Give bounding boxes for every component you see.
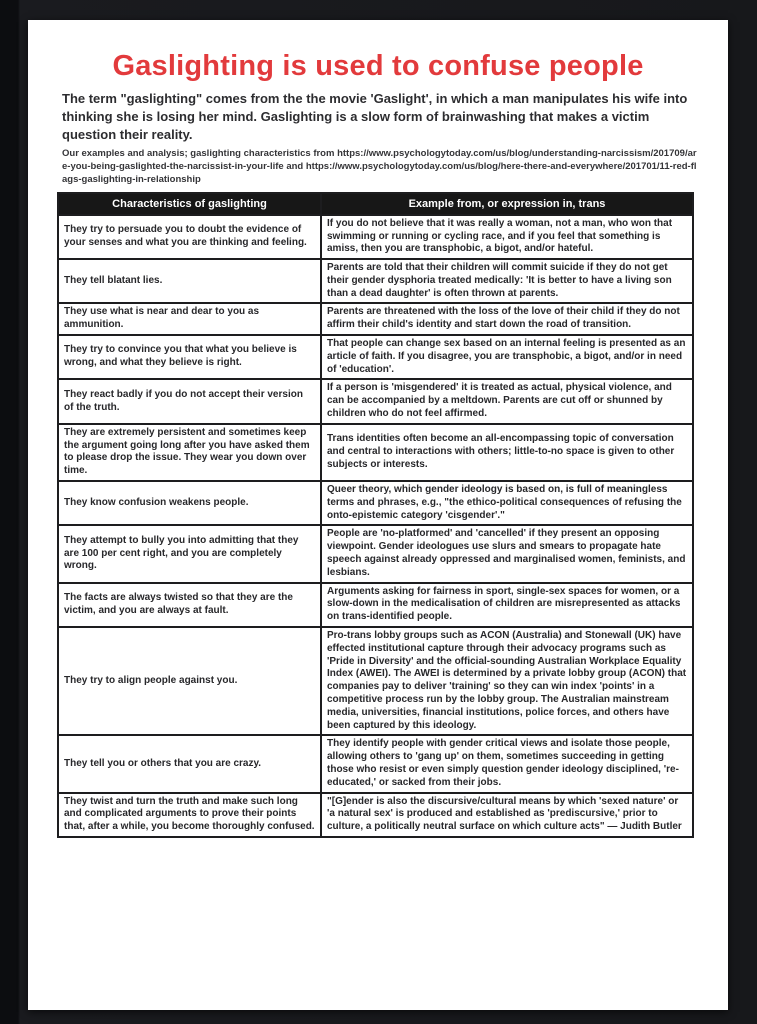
example-cell: That people can change sex based on an internal feeling is presented as an article of faith. If you disagree, you are transphobic, a bigot, and/or in need of 'education'. bbox=[321, 335, 693, 379]
intro-paragraph: The term "gaslighting" comes from the the movie 'Gaslight', in which a man manipulates his wife into thinking she is losing her mind. Gaslighting is a slow form of brainwashing that makes a victim question their reality. bbox=[62, 91, 688, 142]
column-header-characteristics: Characteristics of gaslighting bbox=[58, 193, 321, 215]
characteristic-cell: They attempt to bully you into admitting that they are 100 per cent right, and you are completely wrong. bbox=[58, 525, 321, 582]
table-body bbox=[58, 215, 693, 837]
example-cell: Queer theory, which gender ideology is based on, is full of meaningless terms and phrases, e.g., "the ethico-political consequences of refusing the onto-epistemic category 'cisgender'." bbox=[321, 481, 693, 525]
page-title: Gaslighting is used to confuse people bbox=[112, 50, 644, 82]
table-header-row bbox=[58, 193, 693, 215]
characteristic-cell: They tell you or others that you are crazy. bbox=[58, 735, 321, 792]
example-cell: If a person is 'misgendered' it is treated as actual, physical violence, and can be accompanied by a meltdown. Parents are cut off or shunned by children who do not feel affirmed. bbox=[321, 379, 693, 423]
example-cell: Parents are threatened with the loss of the love of their child if they do not affirm their child's identity and start down the road of transition. bbox=[321, 303, 693, 335]
characteristic-cell: They use what is near and dear to you as ammunition. bbox=[58, 303, 321, 335]
example-cell: "[G]ender is also the discursive/cultural means by which 'sexed nature' or 'a natural sex' is produced and established as 'prediscursive,' prior to culture, a politically neutral surface on which culture acts" — Judith Butler bbox=[321, 793, 693, 837]
table-row bbox=[58, 583, 693, 627]
column-header-example: Example from, or expression in, trans bbox=[321, 193, 693, 215]
example-cell: They identify people with gender critical views and isolate those people, allowing others to 'gang up' on them, sometimes succeeding in getting those who resist or even simply question gender ideology disciplined, 're-educated,' or sacked from their jobs. bbox=[321, 735, 693, 792]
characteristic-cell: They tell blatant lies. bbox=[58, 259, 321, 303]
example-cell: Parents are told that their children will commit suicide if they do not get their gender dysphoria treated medically: 'It is better to have a living son than a dead daughter' is often thrown at parents. bbox=[321, 259, 693, 303]
table-row bbox=[58, 525, 693, 582]
table-row bbox=[58, 379, 693, 423]
table-row bbox=[58, 215, 693, 259]
characteristic-cell: They are extremely persistent and sometimes keep the argument going long after you have asked them to please drop the issue. They wear you down over time. bbox=[58, 424, 321, 481]
table-row bbox=[58, 627, 693, 735]
characteristic-cell: They react badly if you do not accept their version of the truth. bbox=[58, 379, 321, 423]
table-row bbox=[58, 424, 693, 481]
example-cell: People are 'no-platformed' and 'cancelled' if they present an opposing viewpoint. Gender ideologues use slurs and smears to propagate hate speech against already oppressed and marginalised women, feminists, and lesbians. bbox=[321, 525, 693, 582]
gaslighting-table bbox=[57, 192, 694, 838]
characteristic-cell: They try to convince you that what you believe is wrong, and what they believe is right. bbox=[58, 335, 321, 379]
example-cell: Pro-trans lobby groups such as ACON (Australia) and Stonewall (UK) have effected institutional capture through their advocacy programs such as 'Pride in Diversity' and the official-sounding Australian Workplace Equality Index (AWEI). The AWEI is determined by a private lobby group (ACON) that companies pay to deliver 'training' so they can win index 'points' in a competitive process run by the lobby group. The Australian mainstream media, universities, financial institutions, police forces, and others have been captured by this ideology. bbox=[321, 627, 693, 735]
table-row bbox=[58, 481, 693, 525]
example-cell: Trans identities often become an all-encompassing topic of conversation and central to interactions with others; little-to-no space is given to other subjects or interests. bbox=[321, 424, 693, 481]
table-row bbox=[58, 335, 693, 379]
document-page bbox=[28, 20, 728, 1010]
characteristic-cell: They know confusion weakens people. bbox=[58, 481, 321, 525]
table-row bbox=[58, 793, 693, 837]
characteristic-cell: They try to align people against you. bbox=[58, 627, 321, 735]
characteristic-cell: They twist and turn the truth and make such long and complicated arguments to prove their points that, after a while, you become thoroughly confused. bbox=[58, 793, 321, 837]
example-cell: If you do not believe that it was really a woman, not a man, who won that swimming or running or cycling race, and if you feel that something is amiss, then you are transphobic, a bigot, and/or hateful. bbox=[321, 215, 693, 259]
table-row bbox=[58, 735, 693, 792]
table-row bbox=[58, 303, 693, 335]
characteristic-cell: The facts are always twisted so that they are the victim, and you are always at fault. bbox=[58, 583, 321, 627]
source-note: Our examples and analysis; gaslighting characteristics from https://www.psychologytoday.com/us/blog/understanding-narcissism/201709/are-you-being-gaslighted-the-narcissist-in-your-life and https://www.psychologytoday.com/us/blog/here-there-and-everywhere/201701/11-red-flags-gaslighting-in-relationship bbox=[62, 147, 697, 186]
table-row bbox=[58, 259, 693, 303]
table-header bbox=[58, 193, 693, 215]
example-cell: Arguments asking for fairness in sport, single-sex spaces for women, or a slow-down in the medicalisation of children are misrepresented as attacks on trans-identified people. bbox=[321, 583, 693, 627]
characteristic-cell: They try to persuade you to doubt the evidence of your senses and what you are thinking and feeling. bbox=[58, 215, 321, 259]
